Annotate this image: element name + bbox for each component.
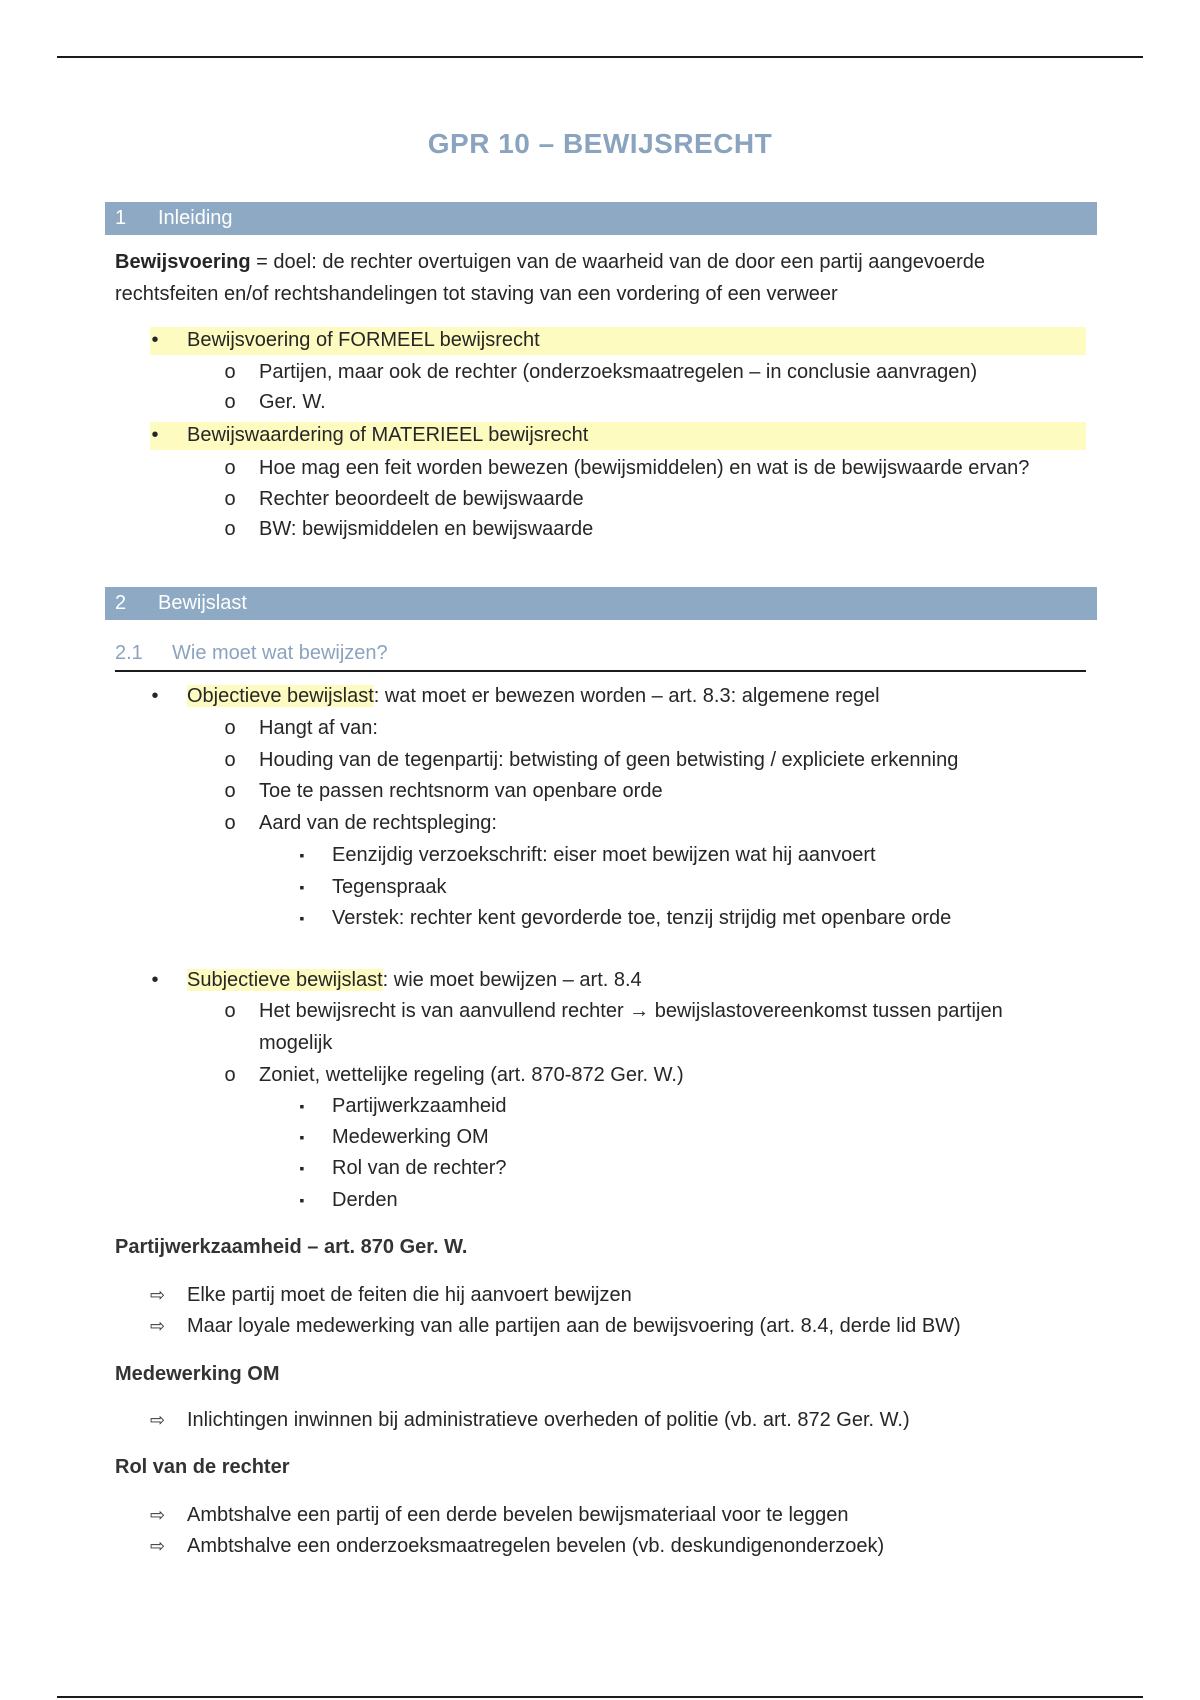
section-label: Inleiding: [158, 207, 233, 229]
bullet-dot: •: [151, 424, 159, 446]
paragraph-heading-partijwerkzaamheid: Partijwerkzaamheid – art. 870 Ger. W.: [115, 1236, 468, 1258]
bullet-square: ▪: [299, 1098, 305, 1114]
bullet-square: ▪: [299, 1160, 305, 1176]
bullet-circle: o: [224, 780, 236, 802]
bullet-circle: o: [224, 457, 236, 479]
list-item-continuation: mogelijk: [259, 1032, 333, 1054]
list-item: [187, 681, 880, 711]
list-item: Rechter beoordeelt de bewijswaarde: [259, 488, 584, 510]
list-item: Ger. W.: [259, 391, 326, 413]
subsection-label: Wie moet wat bewijzen?: [172, 642, 388, 664]
bullet-square: ▪: [299, 879, 305, 895]
bullet-circle: o: [224, 749, 236, 771]
list-item: Ambtshalve een partij of een derde bevelen bewijsmateriaal voor te leggen: [187, 1504, 849, 1526]
header-rule: [57, 56, 1143, 58]
subsection-number: 2.1: [115, 642, 143, 664]
bullet-circle: o: [224, 518, 236, 540]
list-item: Toe te passen rechtsnorm van openbare orde: [259, 780, 663, 802]
bullet-square: ▪: [299, 910, 305, 926]
bullet-square: ▪: [299, 1129, 305, 1145]
list-item: Elke partij moet de feiten die hij aanvoert bewijzen: [187, 1284, 632, 1306]
bullet-circle: o: [224, 391, 236, 413]
bullet-square: ▪: [299, 847, 305, 863]
list-item: Partijen, maar ook de rechter (onderzoeksmaatregelen – in conclusie aanvragen): [259, 361, 978, 383]
arrow-icon: ⇨: [150, 1505, 166, 1525]
bullet-circle: o: [224, 1000, 236, 1022]
list-item: [187, 965, 642, 995]
paragraph-heading-rol-van-de-rechter: Rol van de rechter: [115, 1456, 290, 1478]
list-item: Ambtshalve een onderzoeksmaatregelen bevelen (vb. deskundigenonderzoek): [187, 1535, 885, 1557]
list-item: Hangt af van:: [259, 717, 378, 739]
footer-rule: [57, 1696, 1143, 1698]
arrow-icon: ⇨: [150, 1285, 166, 1305]
document-title: GPR 10 – BEWIJSRECHT: [427, 128, 773, 159]
bullet-dot: •: [151, 969, 159, 991]
list-item: BW: bewijsmiddelen en bewijswaarde: [259, 518, 594, 540]
list-item: Zoniet, wettelijke regeling (art. 870-872 Ger. W.): [259, 1064, 684, 1086]
list-item: Inlichtingen inwinnen bij administratieve overheden of politie (vb. art. 872 Ger. W.): [187, 1409, 910, 1431]
arrow-icon: ⇨: [150, 1410, 166, 1430]
list-item: Partijwerkzaamheid: [332, 1095, 507, 1117]
list-item: Hoe mag een feit worden bewezen (bewijsmiddelen) en wat is de bewijswaarde ervan?: [259, 457, 1030, 479]
list-item: Rol van de rechter?: [332, 1157, 507, 1179]
list-item: Aard van de rechtspleging:: [259, 812, 497, 834]
paragraph-heading-medewerking-om: Medewerking OM: [115, 1363, 280, 1385]
list-item: Houding van de tegenpartij: betwisting of geen betwisting / expliciete erkenning: [259, 749, 959, 771]
bullet-circle: o: [224, 812, 236, 834]
list-item: Medewerking OM: [332, 1126, 489, 1148]
section-number: 2: [115, 592, 127, 614]
bullet-square: ▪: [299, 1192, 305, 1208]
bullet-circle: o: [224, 1064, 236, 1086]
arrow-icon: ⇨: [150, 1536, 166, 1556]
intro-line-2: rechtsfeiten en/of rechtshandelingen tot staving van een vordering of een verweer: [115, 283, 838, 305]
list-item: Tegenspraak: [332, 876, 447, 898]
list-item-text: : wat moet er bewezen worden – art. 8.3: algemene regel: [373, 685, 880, 707]
list-item: Bewijsvoering of FORMEEL bewijsrecht: [187, 329, 540, 351]
list-item: Eenzijdig verzoekschrift: eiser moet bewijzen wat hij aanvoert: [332, 844, 876, 866]
highlighted-term: Objectieve bewijslast: [187, 685, 374, 707]
section-label: Bewijslast: [158, 592, 247, 614]
bullet-circle: o: [224, 361, 236, 383]
intro-line-1: [115, 247, 985, 277]
subsection-rule: [115, 670, 1086, 672]
list-item: Maar loyale medewerking van alle partijen aan de bewijsvoering (art. 8.4, derde lid BW): [187, 1315, 961, 1337]
bullet-dot: •: [151, 329, 159, 351]
intro-bold-term: Bewijsvoering: [115, 251, 251, 273]
bullet-circle: o: [224, 717, 236, 739]
arrow-icon: ⇨: [150, 1316, 166, 1336]
section-heading-inleiding: [105, 202, 1097, 235]
list-item: Verstek: rechter kent gevorderde toe, tenzij strijdig met openbare orde: [332, 907, 952, 929]
intro-text: = doel: de rechter overtuigen van de waarheid van de door een partij aangevoerde: [250, 251, 986, 273]
list-item: Bewijswaardering of MATERIEEL bewijsrecht: [187, 424, 589, 446]
highlighted-term: Subjectieve bewijslast: [187, 969, 383, 991]
section-number: 1: [115, 207, 127, 229]
list-item: Derden: [332, 1189, 398, 1211]
section-heading-bewijslast: [105, 587, 1097, 620]
bullet-dot: •: [151, 685, 159, 707]
bullet-circle: o: [224, 488, 236, 510]
list-item-text: : wie moet bewijzen – art. 8.4: [382, 969, 642, 991]
list-item: Het bewijsrecht is van aanvullend rechter → bewijslastovereenkomst tussen partijen: [259, 1000, 1003, 1022]
